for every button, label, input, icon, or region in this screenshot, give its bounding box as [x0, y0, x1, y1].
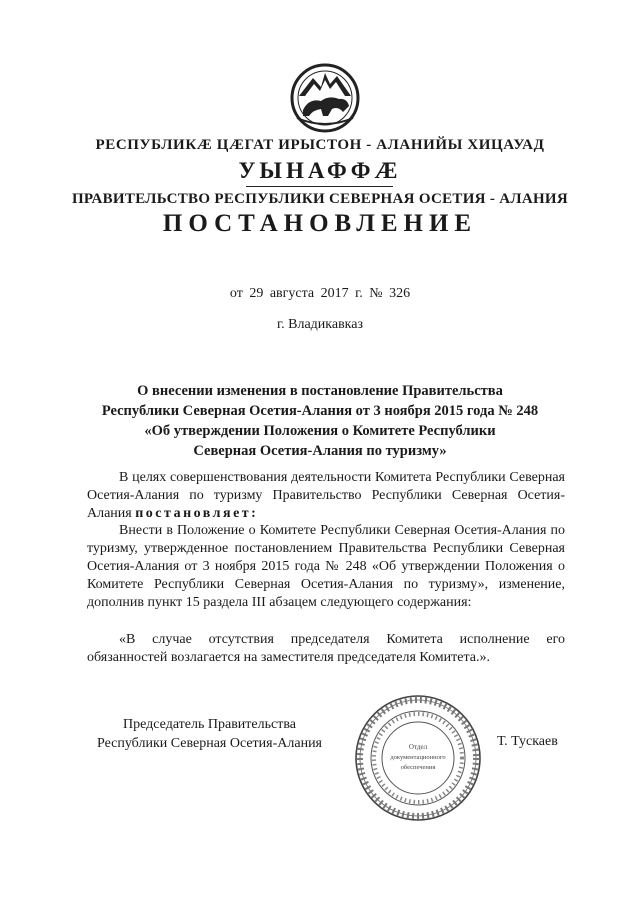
decree-date: 29 августа 2017 г.: [249, 286, 363, 301]
decree-title-line: Республики Северная Осетия-Алания от 3 ноября 2015 года № 248: [101, 403, 539, 419]
seal-center-text: документационного: [390, 754, 446, 761]
seal-center-text: Отдел: [408, 743, 428, 751]
seal-center-text: обеспечения: [400, 764, 436, 771]
header-russian-title: ПОСТАНОВЛЕНИЕ: [162, 210, 478, 237]
signatory-position-line: Республики Северная Осетия-Алания: [97, 736, 322, 751]
decree-title: [60, 381, 580, 461]
amendment-paragraph: Внести в Положение о Комитете Республики Северная Осетия-Алания по туризму, утвержденное постановлением Правительства Республики Северная Осетия-Алания от 3 ноября 2015 года № 248 «Об утверждении Положения о Комитете Республики Северная Осетия-Алания по туризму», изменение, дополнив пункт 15 раздела III абзацем следующего содержания:: [87, 523, 565, 610]
decree-title-line: «Об утверждении Положения о Комитете Республики: [144, 423, 496, 439]
decree-date-line: [0, 286, 640, 302]
preamble-paragraph: [87, 469, 565, 523]
date-prefix: от: [229, 286, 243, 301]
official-seal: [353, 693, 483, 823]
decree-title-line: О внесении изменения в постановление Правительства: [137, 383, 503, 399]
decree-city: г. Владикавказ: [276, 317, 364, 332]
header-ossetian-line: РЕСПУБЛИКÆ ЦÆГАТ ИРЫСТОН - АЛАНИЙЫ ХИЦАУАД: [95, 137, 545, 153]
decree-title-line: Северная Осетия-Алания по туризму»: [193, 443, 447, 459]
signatory-position-line: Председатель Правительства: [123, 717, 296, 732]
preamble-text: В целях совершенствования деятельности Комитета Республики Северная Осетия-Алания по туризму Правительство Республики Северная Осетия-Алания: [87, 470, 565, 521]
header-divider: [246, 186, 393, 187]
quoted-addition-paragraph: «В случае отсутствия председателя Комитета исполнение его обязанностей возлагается на заместителя председателя Комитета.».: [87, 632, 565, 665]
header-ossetian-title: УЫНАФФÆ: [238, 158, 402, 183]
number-label: №: [369, 286, 383, 301]
decree-keyword: постановляет:: [135, 506, 259, 521]
signatory-name: Т. Тускаев: [497, 734, 558, 749]
coat-of-arms-emblem: [283, 60, 367, 136]
signatory-position: [92, 715, 327, 753]
decree-number: 326: [389, 286, 411, 301]
header-russian-line: ПРАВИТЕЛЬСТВО РЕСПУБЛИКИ СЕВЕРНАЯ ОСЕТИЯ - АЛАНИЯ: [71, 191, 569, 207]
